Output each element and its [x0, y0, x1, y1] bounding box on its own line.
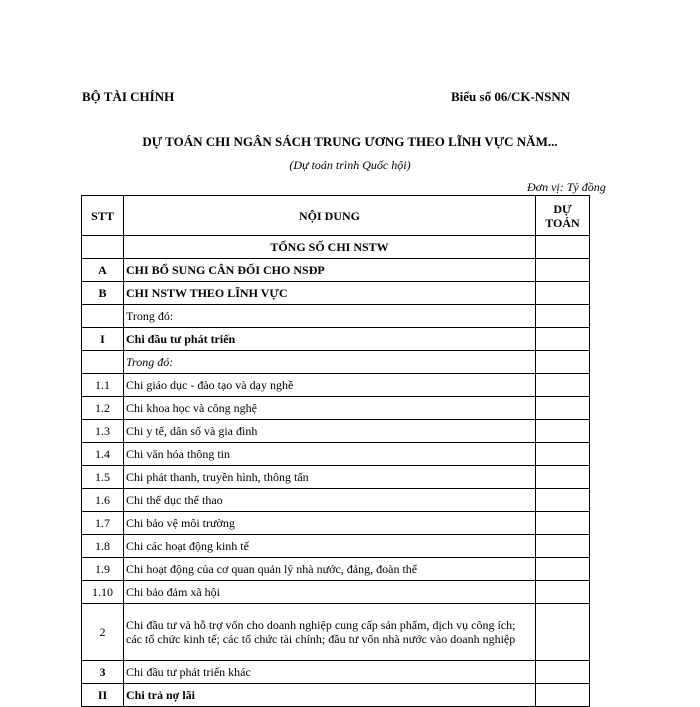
budget-table [81, 195, 590, 707]
row-stt: II [82, 684, 124, 707]
form-number: Biểu số 06/CK-NSNN [451, 89, 571, 104]
table-row [82, 282, 590, 305]
table-row [82, 512, 590, 535]
row-estimate [536, 661, 590, 684]
row-stt [82, 351, 124, 374]
table-row [82, 236, 590, 259]
header-stt: STT [82, 196, 124, 236]
table-row [82, 558, 590, 581]
table-row [82, 305, 590, 328]
row-stt [82, 236, 124, 259]
unit-label: Đơn vị: Tỷ đồng [527, 180, 606, 194]
row-content: Chi bảo đảm xã hội [124, 581, 536, 604]
row-estimate [536, 466, 590, 489]
row-content: Chi phát thanh, truyền hình, thông tấn [124, 466, 536, 489]
row-stt [82, 305, 124, 328]
row-content: Chi các hoạt động kinh tế [124, 535, 536, 558]
row-stt: 1.6 [82, 489, 124, 512]
table-row [82, 489, 590, 512]
header-estimate: DỰ TOÁN [536, 196, 590, 236]
table-row [82, 581, 590, 604]
document-subtitle: (Dự toán trình Quốc hội) [289, 158, 411, 172]
ministry-name: BỘ TÀI CHÍNH [82, 89, 175, 104]
row-stt: 1.3 [82, 420, 124, 443]
row-stt: I [82, 328, 124, 351]
row-stt: 1.2 [82, 397, 124, 420]
row-content: Trong đó: [124, 305, 536, 328]
row-estimate [536, 535, 590, 558]
table-row [82, 259, 590, 282]
row-estimate [536, 489, 590, 512]
table-header-row [82, 196, 590, 236]
row-content: CHI NSTW THEO LĨNH VỰC [124, 282, 536, 305]
row-content: TỔNG SỐ CHI NSTW [124, 236, 536, 259]
row-content: Chi đầu tư phát triển khác [124, 661, 536, 684]
row-stt: B [82, 282, 124, 305]
table-row [82, 420, 590, 443]
row-content: CHI BỔ SUNG CÂN ĐỐI CHO NSĐP [124, 259, 536, 282]
row-estimate [536, 374, 590, 397]
row-estimate [536, 558, 590, 581]
row-estimate [536, 443, 590, 466]
table-row [82, 328, 590, 351]
row-estimate [536, 351, 590, 374]
row-content: Chi trả nợ lãi [124, 684, 536, 707]
row-estimate [536, 512, 590, 535]
row-estimate [536, 236, 590, 259]
row-estimate [536, 581, 590, 604]
row-content: Chi đầu tư và hỗ trợ vốn cho doanh nghiệp cung cấp sản phẩm, dịch vụ công ích; các tổ chức kinh tế; các tổ chức tài chính; đầu tư vốn nhà nước vào doanh nghiệp [124, 604, 536, 661]
header-content: NỘI DUNG [124, 196, 536, 236]
document-title: DỰ TOÁN CHI NGÂN SÁCH TRUNG ƯƠNG THEO LĨNH VỰC NĂM... [142, 134, 558, 149]
row-estimate [536, 328, 590, 351]
row-content: Chi giáo dục - đào tạo và dạy nghề [124, 374, 536, 397]
row-stt: 3 [82, 661, 124, 684]
row-content: Chi bảo vệ môi trường [124, 512, 536, 535]
row-content: Chi đầu tư phát triển [124, 328, 536, 351]
row-stt: A [82, 259, 124, 282]
row-content: Chi y tế, dân số và gia đình [124, 420, 536, 443]
row-stt: 1.7 [82, 512, 124, 535]
table-row [82, 397, 590, 420]
table-row [82, 443, 590, 466]
row-stt: 1.8 [82, 535, 124, 558]
row-stt: 2 [82, 604, 124, 661]
row-stt: 1.5 [82, 466, 124, 489]
row-estimate [536, 604, 590, 661]
row-stt: 1.10 [82, 581, 124, 604]
row-stt: 1.1 [82, 374, 124, 397]
row-content: Chi khoa học và công nghệ [124, 397, 536, 420]
row-content: Chi văn hóa thông tin [124, 443, 536, 466]
row-stt: 1.4 [82, 443, 124, 466]
table-row [82, 684, 590, 707]
row-content: Chi thể dục thể thao [124, 489, 536, 512]
row-estimate [536, 684, 590, 707]
row-estimate [536, 305, 590, 328]
row-stt: 1.9 [82, 558, 124, 581]
table-row [82, 374, 590, 397]
row-content: Trong đó: [124, 351, 536, 374]
table-row [82, 351, 590, 374]
row-estimate [536, 282, 590, 305]
row-content: Chi hoạt động của cơ quan quản lý nhà nước, đảng, đoàn thể [124, 558, 536, 581]
table-row [82, 604, 590, 661]
table-row [82, 466, 590, 489]
row-estimate [536, 420, 590, 443]
table-row [82, 535, 590, 558]
table-row [82, 661, 590, 684]
row-estimate [536, 259, 590, 282]
row-estimate [536, 397, 590, 420]
